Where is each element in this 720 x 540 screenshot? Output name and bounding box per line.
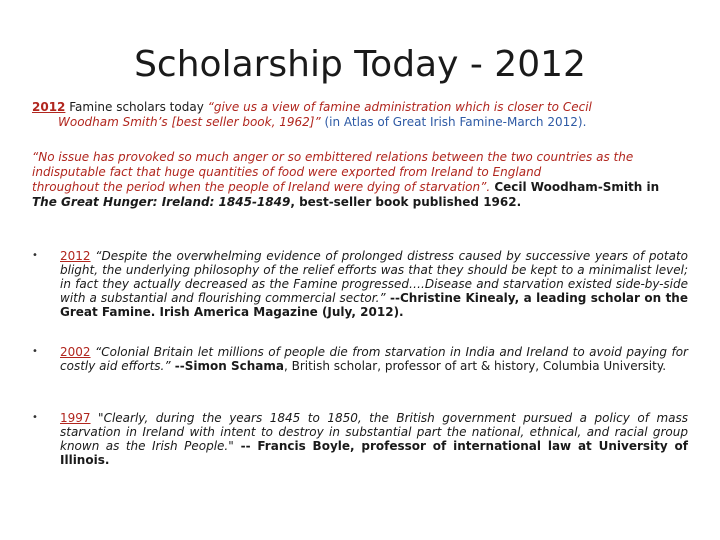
attribution-text-end: , best-seller book published 1962. bbox=[290, 195, 522, 209]
bullet-marker: • bbox=[32, 250, 38, 261]
slide-title: Scholarship Today - 2012 bbox=[134, 44, 586, 85]
quote-text: “Despite the overwhelming evidence of prolonged distress caused by successive years of potato blight, the underlying philosophy of the relief efforts was that they should be kept to a minimalist level; in fact they actually decreased as the Famine progressed….Disease and starvation existed side-by-side with a substantial and flourishing commercial sector.” bbox=[60, 249, 688, 305]
quote-line-2: indisputable fact that huge quantities of food were exported from Ireland to England bbox=[32, 165, 542, 179]
source-text: (in Atlas of Great Irish Famine-March 2012). bbox=[320, 115, 587, 129]
quote-text: “give us a view of famine administration which is closer to Cecil bbox=[207, 100, 592, 114]
bullet-item-schama bbox=[32, 345, 688, 373]
year-label: 1997 bbox=[60, 411, 91, 425]
source-name: --Simon Schama bbox=[170, 359, 284, 373]
source-text: -- Francis Boyle, professor of international law at University of Illinois. bbox=[60, 439, 688, 467]
paragraph-famine-scholars bbox=[32, 100, 688, 130]
quote-text: "Clearly, during the years 1845 to 1850, the British government pursued a policy of mass starvation in Ireland with intent to destroy in substantial part the national, ethnical, and racial group known as the Irish People." bbox=[60, 411, 688, 453]
bullet-marker: • bbox=[32, 346, 38, 357]
bullet-item-boyle bbox=[32, 411, 688, 467]
paragraph-woodham-smith bbox=[32, 150, 688, 210]
source-text: , British scholar, professor of art & history, Columbia University. bbox=[283, 359, 667, 373]
book-title: The Great Hunger: Ireland: 1845-1849 bbox=[32, 195, 291, 209]
year-label: 2012 bbox=[32, 100, 66, 114]
lead-text: Famine scholars today bbox=[65, 100, 208, 114]
quote-text: “Colonial Britain let millions of people die from starvation in India and Ireland to avoid paying for costly aid efforts.” bbox=[60, 345, 688, 373]
year-label: 2012 bbox=[60, 249, 91, 263]
source-text: --Christine Kinealy, a leading scholar on the Great Famine. Irish America Magazine (July, 2012). bbox=[60, 291, 688, 319]
attribution-text: Cecil Woodham-Smith in bbox=[490, 180, 660, 194]
quote-line-1: “No issue has provoked so much anger or so embittered relations between the two countries as the bbox=[32, 150, 634, 164]
year-label: 2002 bbox=[60, 345, 91, 359]
bullet-marker: • bbox=[32, 412, 38, 423]
quote-text-cont: Woodham Smith’s [best seller book, 1962]” bbox=[58, 115, 321, 129]
bullet-item-kinealy bbox=[32, 249, 688, 319]
quote-line-3: throughout the period when the people of Ireland were dying of starvation”. bbox=[32, 180, 491, 194]
